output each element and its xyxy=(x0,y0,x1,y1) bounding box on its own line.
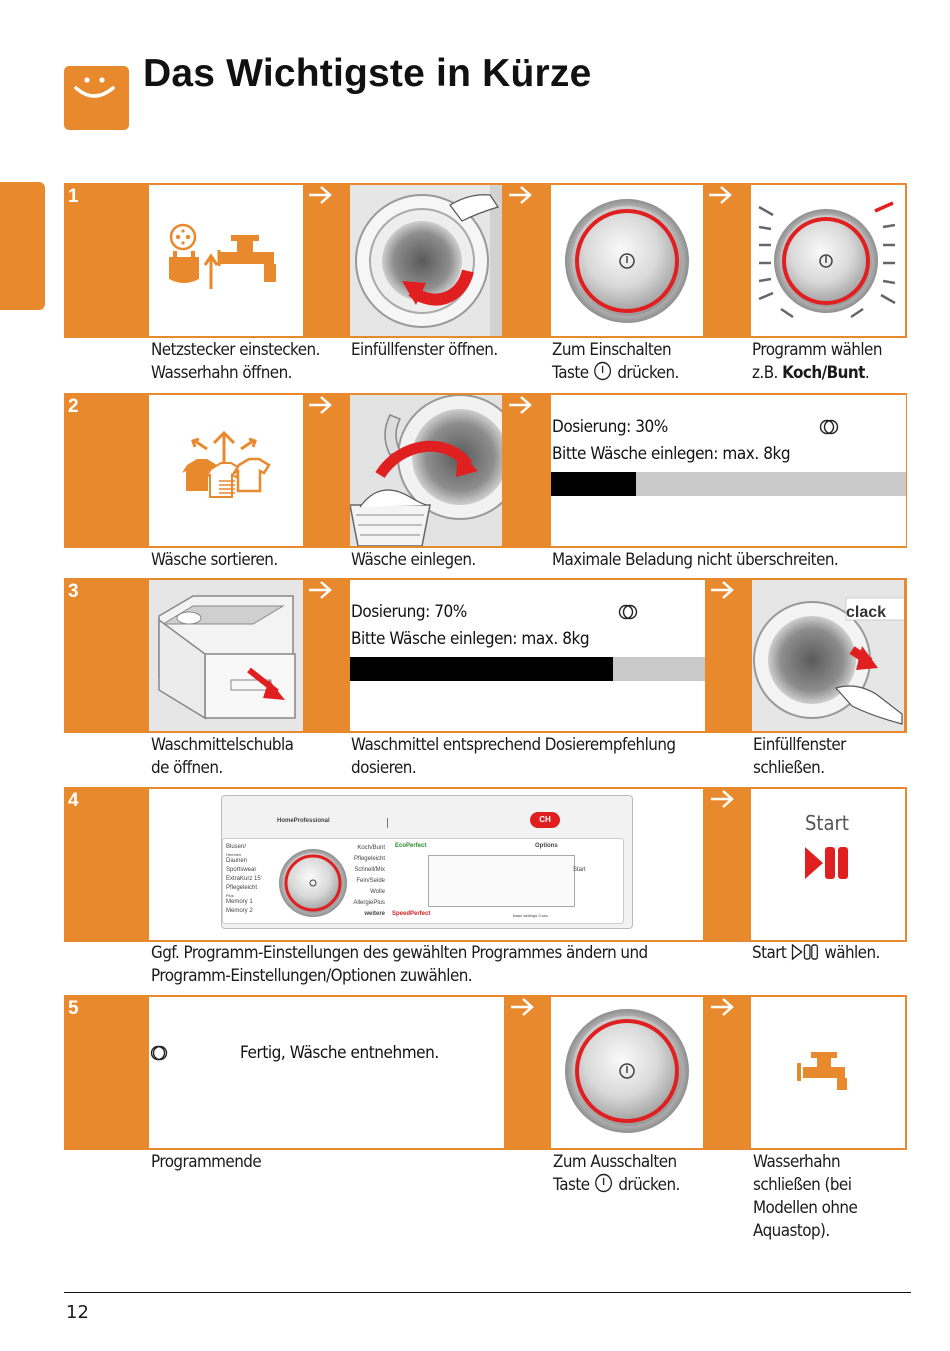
speed-perfect-label[interactable]: SpeedPerfect xyxy=(392,911,431,917)
step-3-number: 3 xyxy=(68,581,79,602)
step-5-caption-2: Zum Ausschalten Taste drücken. xyxy=(553,1152,680,1194)
arrow-right-icon xyxy=(707,787,737,811)
footer-rule xyxy=(64,1292,911,1293)
page-title: Das Wichtigste in Kürze xyxy=(143,52,592,95)
brand-label: HomeProfessional xyxy=(277,818,330,824)
step-4-start-image xyxy=(751,789,905,940)
detergent-drawer-icon xyxy=(149,580,303,731)
load-progress-bar xyxy=(350,657,705,681)
max-load-text: Bitte Wäsche einlegen: max. 8kg xyxy=(351,629,590,649)
step-1-number: 1 xyxy=(68,186,79,207)
program-area xyxy=(222,838,624,924)
load-progress-fill xyxy=(350,657,613,681)
program-knob-icon[interactable] xyxy=(551,185,703,336)
step-3-close-door-image xyxy=(752,580,904,731)
power-button-icon xyxy=(593,361,613,381)
step-3-caption-1: Waschmittelschubla de öffnen. xyxy=(151,735,294,777)
washer-door-close-icon xyxy=(752,580,904,731)
laundry-sort-icon xyxy=(149,395,303,546)
step-5-number: 5 xyxy=(68,998,79,1019)
start-pause-button-icon[interactable] xyxy=(803,845,851,881)
step-4-caption-2: Start wählen. xyxy=(752,943,880,962)
step-1-program-knob-image xyxy=(751,185,905,336)
panel-program-knob-icon[interactable] xyxy=(275,845,351,921)
step-1-caption-1: Netzstecker einstecken. Wasserhahn öffnen. xyxy=(151,340,320,382)
start-label: Start xyxy=(805,811,849,835)
step-2-caption-2: Wäsche einlegen. xyxy=(351,550,476,569)
dosage-text: Dosierung: 70% xyxy=(351,602,467,622)
finished-text: Fertig, Wäsche entnehmen. xyxy=(240,1043,439,1063)
panel-start-label[interactable]: Start xyxy=(573,867,586,873)
clack-label: clack xyxy=(846,604,887,621)
panel-display xyxy=(428,855,575,907)
arrow-right-icon xyxy=(505,183,535,207)
water-tap-icon xyxy=(751,997,905,1148)
page-number: 12 xyxy=(66,1302,89,1323)
arrow-right-icon xyxy=(505,393,535,417)
step-2-display xyxy=(551,395,906,546)
smiley-logo-icon xyxy=(64,66,129,130)
program-select-knob-icon[interactable] xyxy=(751,185,905,336)
arrow-right-icon xyxy=(305,393,335,417)
step-1-caption-4: Programm wählen z.B. Koch/Bunt. xyxy=(752,340,882,382)
step-4-caption-1: Ggf. Programm-Einstellungen des gewählten Programmes ändern und Programm-Einstellungen/Optionen zuwählen. xyxy=(151,943,648,985)
eco-perfect-label[interactable]: EcoPerfect xyxy=(395,843,427,849)
step-2-caption-1: Wäsche sortieren. xyxy=(151,550,278,569)
step-1-power-knob-image xyxy=(551,185,703,336)
arrow-right-icon xyxy=(507,995,537,1019)
load-laundry-icon xyxy=(350,395,502,546)
chapter-tab xyxy=(0,182,45,310)
step-5-tap-image xyxy=(751,997,905,1148)
load-progress-bar xyxy=(551,472,906,496)
step-5-caption-3: Wasserhahn schließen (bei Modellen ohne Aquastop). xyxy=(753,1152,858,1240)
step-1-caption-2: Einfüllfenster öffnen. xyxy=(351,340,498,359)
step-1-caption-3: Zum Einschalten Taste drücken. xyxy=(552,340,679,382)
start-pause-outline-icon xyxy=(791,943,820,961)
arrow-right-icon xyxy=(305,183,335,207)
step-3-drawer-image xyxy=(149,580,303,731)
step-5-display xyxy=(149,997,504,1148)
plug-and-tap-icon xyxy=(149,185,303,336)
drum-indicator-icon xyxy=(618,604,638,620)
drum-indicator-icon xyxy=(819,419,839,435)
step-2-sort-image xyxy=(149,395,303,546)
arrow-right-icon xyxy=(707,995,737,1019)
program-list-right: Koch/Bunt Pflegeleicht Schnell/Mix Fein/Seide Wolle AllergiePlus weitere xyxy=(353,845,385,917)
program-knob-icon[interactable] xyxy=(551,997,703,1148)
basic-settings-hint: basic settings 3 sec. xyxy=(513,913,550,918)
washer-door-open-icon xyxy=(350,185,502,336)
max-load-text: Bitte Wäsche einlegen: max. 8kg xyxy=(552,444,791,464)
arrow-right-icon xyxy=(705,183,735,207)
step-5-caption-1: Programmende xyxy=(151,1152,262,1171)
ch-badge: CH xyxy=(530,812,560,828)
program-list-left: Blusen/ Hemden Daunen Sportswear ExtraKurz 15' Pflegeleicht Plus Memory 1 Memory 2 xyxy=(226,844,262,914)
step-3-caption-2: Waschmittel entsprechend Dosierempfehlung dosieren. xyxy=(351,735,676,777)
step-2-caption-3: Maximale Beladung nicht überschreiten. xyxy=(552,550,839,569)
panel-divider xyxy=(387,818,388,828)
dosage-text: Dosierung: 30% xyxy=(552,417,668,437)
step-2-number: 2 xyxy=(68,396,79,417)
step-4-control-panel-image xyxy=(149,789,703,940)
power-button-icon xyxy=(594,1173,614,1193)
step-4-number: 4 xyxy=(68,790,79,811)
arrow-right-icon xyxy=(305,578,335,602)
step-1-plug-tap-image xyxy=(149,185,303,336)
drum-indicator-icon xyxy=(150,1045,170,1061)
step-1-open-door-image xyxy=(350,185,502,336)
step-3-display xyxy=(350,580,705,731)
control-panel xyxy=(221,795,633,929)
step-2-load-image xyxy=(350,395,502,546)
step-5-power-knob-image xyxy=(551,997,703,1148)
arrow-right-icon xyxy=(707,578,737,602)
load-progress-fill xyxy=(551,472,636,496)
options-label[interactable]: Options xyxy=(535,843,558,849)
step-3-caption-3: Einfüllfenster schließen. xyxy=(753,735,846,777)
